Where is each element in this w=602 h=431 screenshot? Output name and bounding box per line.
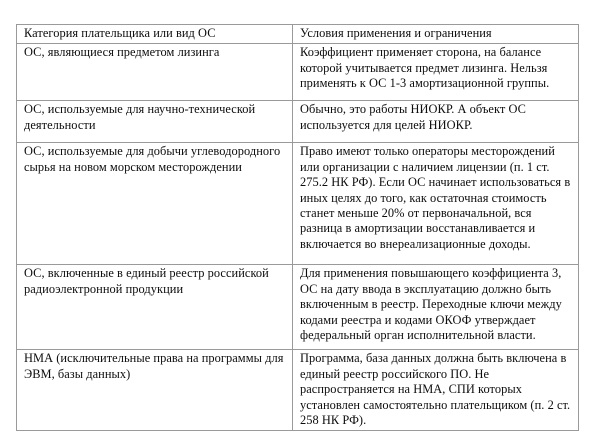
cell-conditions: Коэффициент применяет сторона, на балансе которой учитывается предмет лизинга. Нельзя применять к ОС 1-3 амортизационной группы.	[293, 44, 579, 101]
table-row	[17, 265, 579, 350]
cell-category: ОС, используемые для добычи углеводородного сырья на новом морском месторождении	[17, 143, 293, 265]
regulations-table-container	[16, 24, 578, 431]
cell-category: ОС, используемые для научно-технической деятельности	[17, 101, 293, 143]
cell-category: ОС, включенные в единый реестр российской радиоэлектронной продукции	[17, 265, 293, 350]
table-row	[17, 143, 579, 265]
table-row	[17, 350, 579, 431]
table-header-row	[17, 25, 579, 44]
column-header-category-label: Категория плательщика или вид ОС	[24, 26, 216, 40]
cell-conditions: Для применения повышающего коэффициента 3, ОС на дату ввода в эксплуатацию должно быть включенным в реестр. Переходные ключи между кодами реестра и кодами ОКОФ утверждает федеральный орган исполнительной власти.	[293, 265, 579, 350]
cell-conditions: Право имеют только операторы месторождений или организации с наличием лицензии (п. 1 ст. 275.2 НК РФ). Если ОС начинает использоваться в иных целях до того, как остаточная стоимость станет меньше 20% от первоначальной, вся разница в амортизации восстанавливается и включается во внереализационные доходы.	[293, 143, 579, 265]
column-header-category	[17, 25, 293, 44]
table-row	[17, 44, 579, 101]
table-row	[17, 101, 579, 143]
column-header-conditions	[293, 25, 579, 44]
table-body	[17, 44, 579, 431]
cell-conditions: Программа, база данных должна быть включена в единый реестр российского ПО. Не распространяется на НМА, СПИ которых установлен самостоятельно плательщиком (п. 2 ст. 258 НК РФ).	[293, 350, 579, 431]
regulations-table	[16, 24, 579, 431]
cell-category: ОС, являющиеся предметом лизинга	[17, 44, 293, 101]
cell-category: НМА (исключительные права на программы для ЭВМ, базы данных)	[17, 350, 293, 431]
cell-conditions: Обычно, это работы НИОКР. А объект ОС используется для целей НИОКР.	[293, 101, 579, 143]
column-header-conditions-label: Условия применения и ограничения	[300, 26, 492, 40]
table-header	[17, 25, 579, 44]
